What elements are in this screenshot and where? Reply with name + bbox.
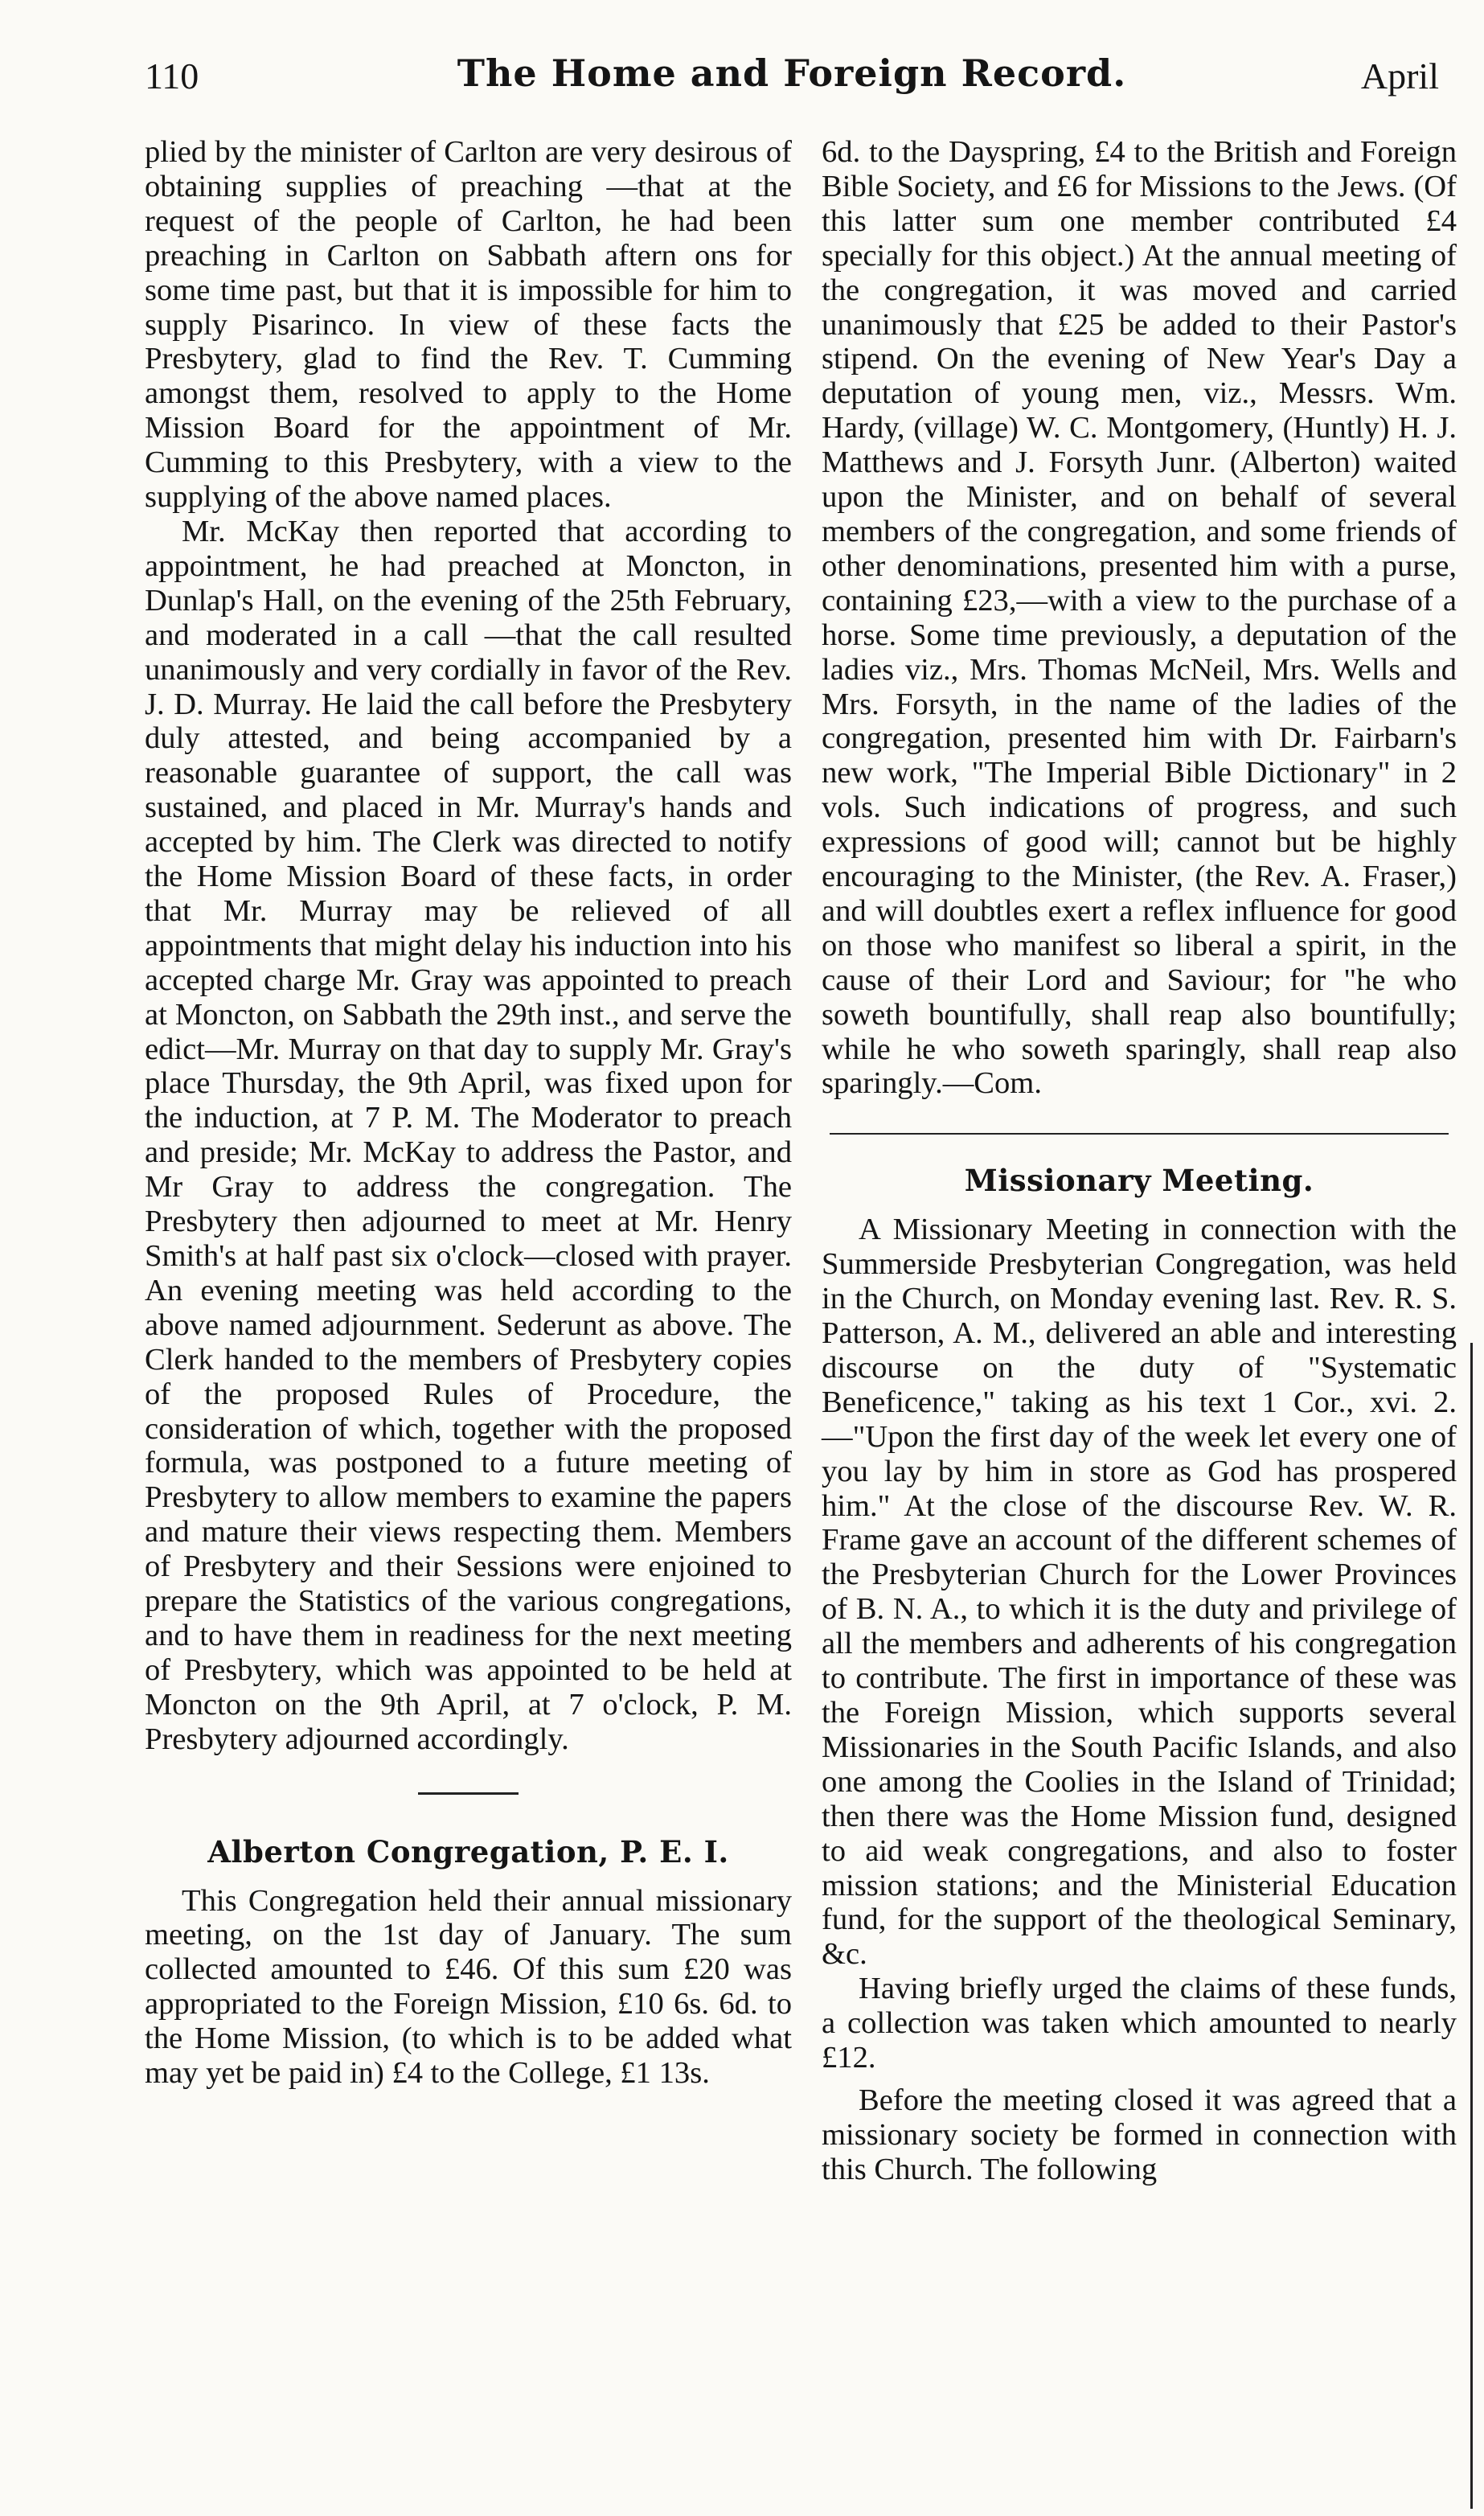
paragraph-mckay-report: Mr. McKay then reported that according to appointment, he had preached at Moncton, in Dunlap's Hall, on the evening of the 25th February, and moderated in a call —that the call resulted unanimously and very cordially in favor of the Rev. J. D. Murray. He laid the call before the Presbytery duly attested, and being accompanied by a reasonable guarantee of support, the call was sustained, and placed in Mr. Murray's hands and accepted by him. The Clerk was directed to notify the Home Mission Board of these facts, in order that Mr. Murray may be relieved of all appointments that might delay his induction into his accepted charge Mr. Gray was appointed to preach at Moncton, on Sabbath the 29th inst., and serve the edict—Mr. Murray on that day to supply Mr. Gray's place Thursday, the 9th April, was fixed upon for the induction, at 7 P. M. The Moderator to preach and preside; Mr. McKay to address the Pastor, and Mr Gray to address the congregation. The Presbytery then adjourned to meet at Mr. Henry Smith's at half past six o'clock—closed with prayer. An evening meeting was held according to the above named adjournment. Sederunt as above. The Clerk handed to the members of Presbytery copies of the proposed Rules of Procedure, the consideration of which, together with the proposed formula, was postponed to a future meeting of Presbytery to allow members to examine the papers and mature their views respecting them. Members of Presbytery and their Sessions were enjoined to prepare the Statistics of the various congregations, and to have them in readiness for the next meeting of Presbytery, which was appointed to be held at Moncton on the 9th April, at 7 o'clock, P. M. Presbytery adjourned accordingly. bbox=[145, 514, 792, 1756]
section-divider bbox=[418, 1792, 519, 1795]
paragraph-society-formed: Before the meeting closed it was agreed that a missionary society be formed in connection with this Church. The following bbox=[822, 2083, 1457, 2186]
section-heading-missionary-meeting: Missionary Meeting. bbox=[964, 1163, 1314, 1199]
paragraph-presbytery-continued: plied by the minister of Carlton are very desirous of obtaining supplies of preaching —that at the request of the people of Carlton, he had been preaching in Carlton on Sabbath aftern ons for some time past, but that it is impossible for him to supply Pisarinco. In view of these facts the Presbytery, glad to find the Rev. T. Cumming amongst them, resolved to apply to the Home Mission Board for the appointment of Mr. Cumming to this Presbytery, with a view to the supplying of the above named places. bbox=[145, 135, 792, 515]
running-header bbox=[145, 51, 1439, 111]
paragraph-summerside-meeting: A Missionary Meeting in connection with the Summerside Presbyterian Congregation, was held in the Church, on Monday evening last. Rev. R. S. Patterson, A. M., delivered an able and interesting discourse on the duty of "Systematic Beneficence," taking as his text 1 Cor., xvi. 2.—"Upon the first day of the week let every one of you lay by him in store as God has prospered him." At the close of the discourse Rev. W. R. Frame gave an account of the different schemes of the Presbyterian Church for the Lower Provinces of B. N. A., to which it is the duty and privilege of all the members and adherents of his congregation to contribute. The first in importance of these was the Foreign Mission, which supports several Missionaries in the South Pacific Islands, and also one among the Coolies in the Island of Trinidad; then there was the Home Mission fund, designed to aid weak congregations, and also to foster mission stations; and the Ministerial Education fund, for the support of the theological Seminary, &c. bbox=[822, 1213, 1457, 1972]
section-heading-alberton: Alberton Congregation, P. E. I. bbox=[207, 1833, 729, 1870]
page-number: 110 bbox=[145, 55, 199, 96]
paragraph-collection: Having briefly urged the claims of these funds, a collection was taken which amounted to nearly £12. bbox=[822, 1972, 1457, 2075]
section-divider bbox=[830, 1133, 1449, 1135]
issue-month: April bbox=[1360, 55, 1439, 96]
right-column bbox=[822, 135, 1457, 2187]
paragraph-alberton-meeting: This Congregation held their annual missionary meeting, on the 1st day of January. The sum collected amounted to £46. Of this sum £20 was appropriated to the Foreign Mission, £10 6s. 6d. to the Home Mission, (to which is to be added what may yet be paid in) £4 to the College, £1 13s. bbox=[145, 1883, 792, 2091]
paragraph-alberton-continued: 6d. to the Dayspring, £4 to the British and Foreign Bible Society, and £6 for Missions to the Jews. (Of this latter sum one member contributed £4 specially for this object.) At the annual meeting of the congregation, it was moved and carried unanimously that £25 be added to their Pastor's stipend. On the evening of New Year's Day a deputation of young men, viz., Messrs. Wm. Hardy, (village) W. C. Montgomery, (Huntly) H. J. Matthews and J. Forsyth Junr. (Alberton) waited upon the Minister, and on behalf of several members of the congregation, and some friends of other denominations, presented him with a purse, containing £23,—with a view to the purchase of a horse. Some time previously, a deputation of the ladies viz., Mrs. Thomas McNeil, Mrs. Wells and Mrs. Forsyth, in the name of the ladies of the congregation, presented him with Dr. Fairbarn's new work, "The Imperial Bible Dictionary" in 2 vols. Such indications of progress, and such expressions of good will; cannot but be highly encouraging to the Minister, (the Rev. A. Fraser,) and will doubtles exert a reflex influence for good on those who manifest so liberal a spirit, in the cause of their Lord and Saviour; for "he who soweth bountifully, shall reap also bountifully; while he who soweth sparingly, shall reap also sparingly.—Com. bbox=[822, 135, 1457, 1101]
page-edge-shadow bbox=[1470, 1343, 1473, 2509]
journal-title: The Home and Foreign Record. bbox=[457, 51, 1127, 95]
left-column bbox=[145, 135, 792, 2091]
